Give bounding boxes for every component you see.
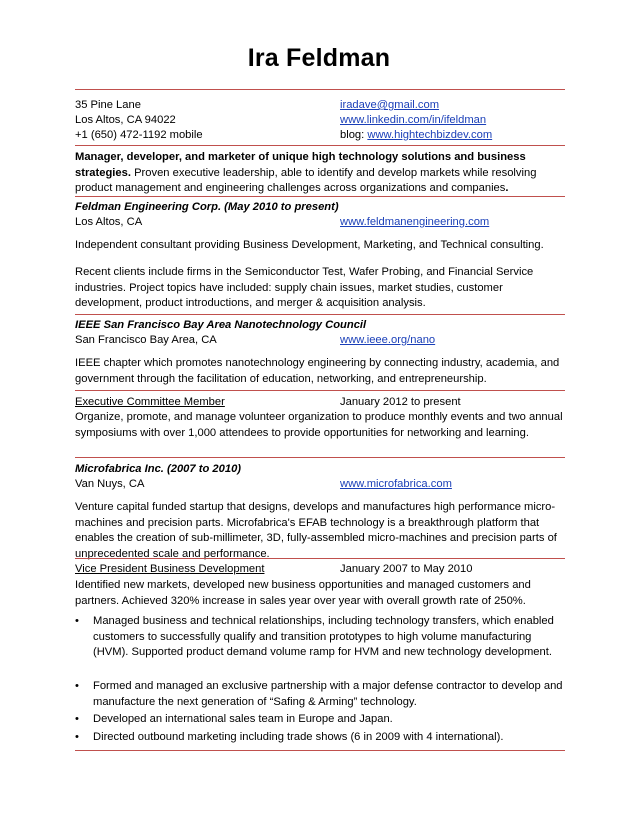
blog-line — [340, 128, 492, 143]
company-website-link[interactable]: www.microfabrica.com — [340, 478, 452, 490]
summary-bold: Manager, developer, and marketer of unique high technology solutions and business strategies. — [75, 151, 526, 179]
bullet-text: Managed business and technical relationships, including technology transfers, which enabled customers to successfully qualify and transition prototypes to high volume manufacturing (HVM). Supported product demand volume ramp for HVM and new technology development. — [93, 615, 554, 658]
resume-name: Ira Feldman — [247, 44, 391, 72]
job-location: Van Nuys, CA — [75, 478, 145, 490]
bullet-marker: • — [75, 615, 79, 627]
bullet-marker: • — [75, 731, 79, 743]
linkedin-link[interactable]: www.linkedin.com/in/ifeldman — [340, 114, 487, 126]
summary-text: Proven executive leadership, able to identify and develop markets while resolving product management and engineering challenges across organizations and companies — [75, 166, 537, 194]
job-company: Microfabrica Inc. (2007 to 2010) — [75, 463, 242, 475]
section-divider — [75, 196, 565, 197]
bullet-text: Directed outbound marketing including trade shows (6 in 2009 with 4 international). — [93, 731, 504, 743]
job-role-title: Executive Committee Member — [75, 396, 225, 408]
job-location: Los Altos, CA — [75, 216, 143, 228]
job-company: Feldman Engineering Corp. (May 2010 to present) — [75, 201, 339, 213]
job-paragraph: Venture capital funded startup that designs, develops and manufactures high performance micro-machines and precision parts. Microfabrica's EFAB technology is a breakthrough platform that enables the creation of sub-millimeter, 3D, fully-assembled micro-machines and precision parts of unprecedented scale and performance. — [75, 501, 557, 560]
job-paragraph: IEEE chapter which promotes nanotechnology engineering by connecting industry, academia, and government through the facilitation of education, networking, and entrepreneurship. — [75, 357, 560, 385]
job-paragraph: Independent consultant providing Business Development, Marketing, and Technical consulting. — [75, 239, 544, 251]
job-role-description: Identified new markets, developed new business opportunities and managed customers and partners. Achieved 320% increase in sales year over year with overall growth rate of 250%. — [75, 579, 531, 607]
section-divider — [75, 750, 565, 751]
header-divider — [75, 89, 565, 90]
bullet-marker: • — [75, 713, 79, 725]
section-divider — [75, 558, 565, 559]
address-line1: 35 Pine Lane — [75, 99, 141, 111]
job-role-dates: January 2007 to May 2010 — [340, 563, 473, 575]
section-divider — [75, 457, 565, 458]
address-line2: Los Altos, CA 94022 — [75, 114, 176, 126]
bullet-text: Formed and managed an exclusive partnership with a major defense contractor to develop and manufacture the next generation of “Safing & Arming” technology. — [93, 680, 563, 708]
phone-number: +1 (650) 472-1192 mobile — [75, 129, 203, 141]
company-website-link[interactable]: www.feldmanengineering.com — [340, 216, 490, 228]
contact-divider — [75, 145, 565, 146]
blog-link[interactable]: www.hightechbizdev.com — [367, 129, 493, 141]
blog-label: blog: — [340, 129, 368, 141]
job-company: IEEE San Francisco Bay Area Nanotechnology Council — [75, 319, 367, 331]
job-location: San Francisco Bay Area, CA — [75, 334, 217, 346]
section-divider — [75, 390, 565, 391]
job-paragraph: Recent clients include firms in the Semiconductor Test, Wafer Probing, and Financial Service industries. Project topics have included: supply chain issues, market studies, customer development, product introductions, and merger & acquisition analysis. — [75, 266, 534, 309]
bullet-marker: • — [75, 680, 79, 692]
email-link[interactable]: iradave@gmail.com — [340, 99, 440, 111]
job-role-description: Organize, promote, and manage volunteer organization to produce monthly events and two annual symposiums with over 1,000 attendees to provide opportunities for networking and learning. — [75, 411, 563, 439]
bullet-text: Developed an international sales team in Europe and Japan. — [93, 713, 393, 725]
summary: Manager, developer, and marketer of unique high technology solutions and business strategies. Proven executive leadership, able to identify and develop markets while resolving product management and engineering challenges across organizations and companies. — [75, 151, 537, 194]
company-website-link[interactable]: www.ieee.org/nano — [340, 334, 436, 346]
section-divider — [75, 314, 565, 315]
job-role-title: Vice President Business Development — [75, 563, 265, 575]
job-role-dates: January 2012 to present — [340, 396, 461, 408]
